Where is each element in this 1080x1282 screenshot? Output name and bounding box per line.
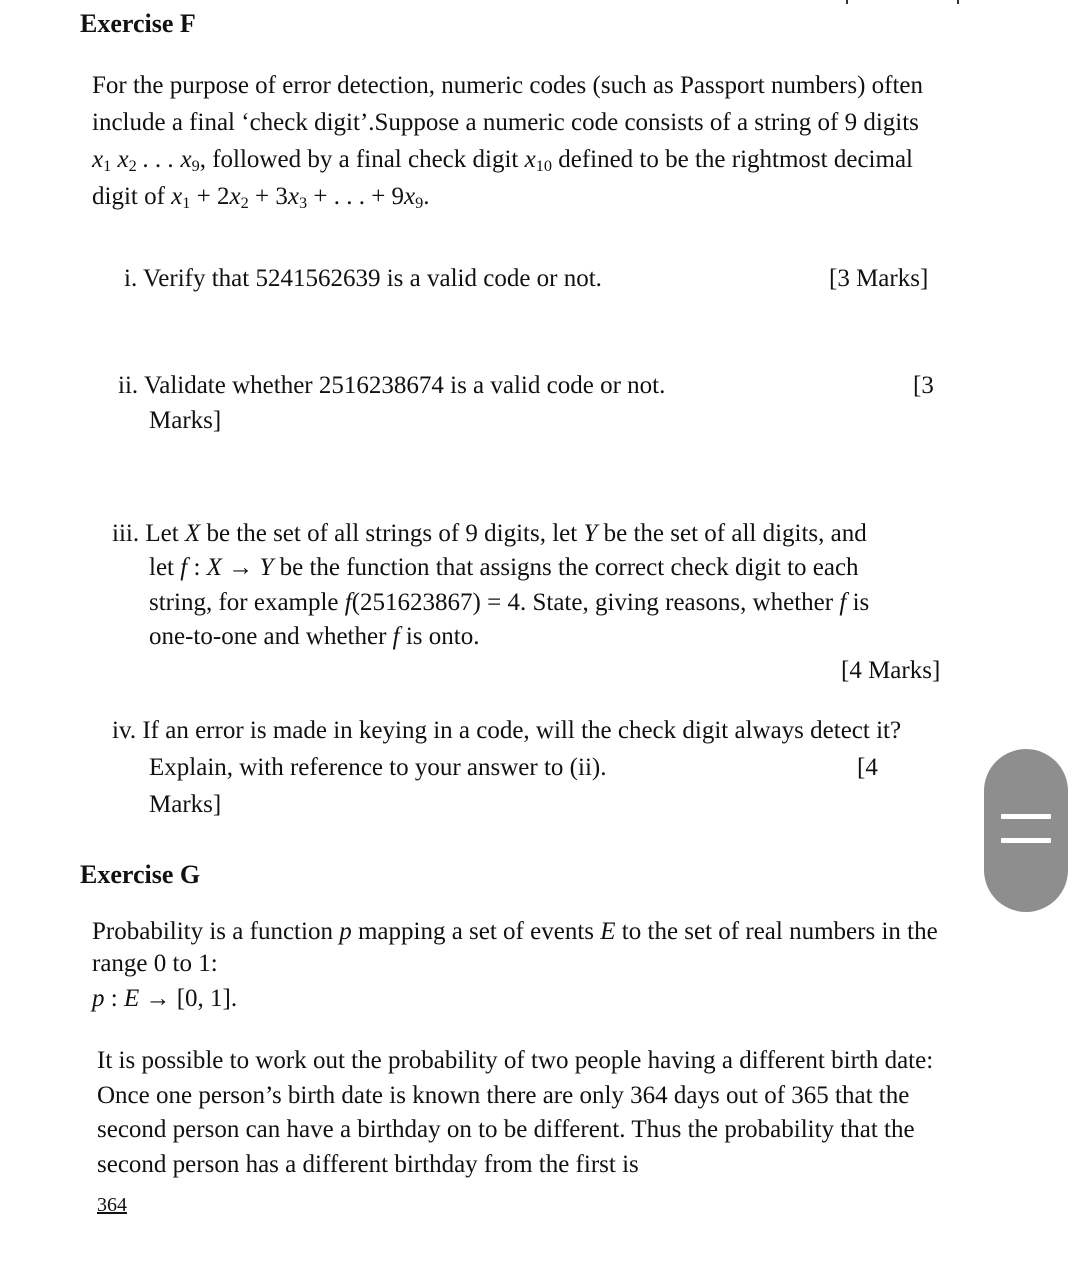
question-iii-line-4 xyxy=(149,619,479,654)
text: string, for example xyxy=(149,589,345,616)
intro-text: digit of xyxy=(92,183,172,210)
question-iv-line-1: iv. If an error is made in keying in a code, will the check digit always detect it? xyxy=(112,717,902,744)
math-X: X xyxy=(206,554,222,581)
math-x: x xyxy=(404,183,416,210)
text: is xyxy=(846,589,870,616)
intro-line-1: For the purpose of error detection, numeric codes (such as Passport numbers) often xyxy=(92,72,924,99)
arrow-icon: → xyxy=(221,554,260,581)
math-p: p xyxy=(92,985,105,1012)
math-op: : xyxy=(187,554,207,581)
exercise-g-p2-line-3: second person can have a birthday on to be different. Thus the probability that the xyxy=(97,1116,915,1143)
math-f: f xyxy=(344,589,352,616)
exercise-g-p1-line-1 xyxy=(92,915,938,948)
question-iii-line-3 xyxy=(149,585,869,620)
question-iii-marks: [4 Marks] xyxy=(841,657,941,684)
subscript: 2 xyxy=(128,157,137,176)
math-f: f xyxy=(392,623,400,650)
math-x: x xyxy=(229,183,241,210)
intro-line-3 xyxy=(92,141,913,178)
drag-handle-icon xyxy=(1001,814,1051,819)
math-op: + . . . + 9 xyxy=(307,183,405,210)
top-edge-mark-right xyxy=(957,0,959,4)
exercise-g-p1-line-3 xyxy=(92,982,237,1015)
drag-handle-icon xyxy=(1001,838,1051,843)
math-x: . . . x xyxy=(136,146,192,173)
subscript: 9 xyxy=(415,194,424,213)
math-op: → [0, 1]. xyxy=(139,985,238,1012)
question-i-marks: [3 Marks] xyxy=(829,265,929,292)
question-iii-line-1 xyxy=(112,516,867,551)
question-ii-marks-a: [3 xyxy=(913,372,934,399)
question-i-text: i. Verify that 5241562639 is a valid code or not. xyxy=(124,265,602,292)
math-p: p xyxy=(339,918,352,945)
fraction-numerator: 364 xyxy=(97,1194,127,1216)
subscript: 1 xyxy=(103,157,112,176)
text: be the set of all strings of 9 digits, let xyxy=(200,520,584,547)
math-E: E xyxy=(123,985,140,1012)
text: be the set of all digits, and xyxy=(597,520,867,547)
text: is onto. xyxy=(399,623,480,650)
subscript: 3 xyxy=(298,194,308,213)
math-Y: Y xyxy=(259,554,274,581)
text: one-to-one and whether xyxy=(149,623,393,650)
math-op: + 2 xyxy=(190,183,230,210)
subscript: 10 xyxy=(535,157,552,176)
math-x: x xyxy=(524,146,536,173)
exercise-g-p2-line-4: second person has a different birthday from the first is xyxy=(97,1151,639,1178)
question-iv-marks-a: [4 xyxy=(857,754,878,781)
intro-line-4 xyxy=(92,178,430,215)
intro-text: , followed by a final check digit xyxy=(199,146,525,173)
text: be the function that assigns the correct check digit to each xyxy=(273,554,859,581)
text: iii. Let xyxy=(112,520,185,547)
question-iii-line-2 xyxy=(149,550,859,585)
math-x: x xyxy=(92,146,104,173)
math-E: E xyxy=(600,918,616,945)
top-edge-mark-left xyxy=(846,0,848,4)
exercise-g-p2-line-1: It is possible to work out the probability of two people having a different birth date: xyxy=(97,1047,934,1074)
text: mapping a set of events xyxy=(351,918,601,945)
intro-text: defined to be the rightmost decimal xyxy=(551,146,913,173)
exercise-g-p1-line-2: range 0 to 1: xyxy=(92,950,218,977)
question-ii-text: ii. Validate whether 2516238674 is a valid code or not. xyxy=(118,372,666,399)
math-op: . xyxy=(423,183,430,210)
math-x: x xyxy=(287,183,299,210)
text: let xyxy=(149,554,181,581)
question-ii-marks-b: Marks] xyxy=(149,407,222,434)
subscript: 9 xyxy=(191,157,200,176)
math-X: X xyxy=(184,520,201,547)
exercise-f-title: Exercise F xyxy=(80,9,196,38)
math-f: f xyxy=(839,589,847,616)
math-op: + 3 xyxy=(248,183,288,210)
question-iv-marks-b: Marks] xyxy=(149,791,222,818)
question-iv-line-2: Explain, with reference to your answer to (ii). xyxy=(149,754,607,781)
intro-line-2: include a final ‘check digit’.Suppose a numeric code consists of a string of 9 digits xyxy=(92,109,919,136)
scroll-handle[interactable] xyxy=(984,749,1068,912)
math-x: x xyxy=(171,183,183,210)
subscript: 1 xyxy=(182,194,191,213)
math-op: : xyxy=(104,985,124,1012)
exercise-g-p2-line-2: Once one person’s birth date is known there are only 364 days out of 365 that the xyxy=(97,1082,910,1109)
math-x: x xyxy=(111,146,129,173)
text: (251623867) = 4. State, giving reasons, whether xyxy=(351,589,840,616)
math-Y: Y xyxy=(583,520,598,547)
text: to the set of real numbers in the xyxy=(615,918,938,945)
math-f: f xyxy=(180,554,188,581)
subscript: 2 xyxy=(240,194,249,213)
exercise-g-title: Exercise G xyxy=(80,860,201,889)
text: Probability is a function xyxy=(92,918,340,945)
